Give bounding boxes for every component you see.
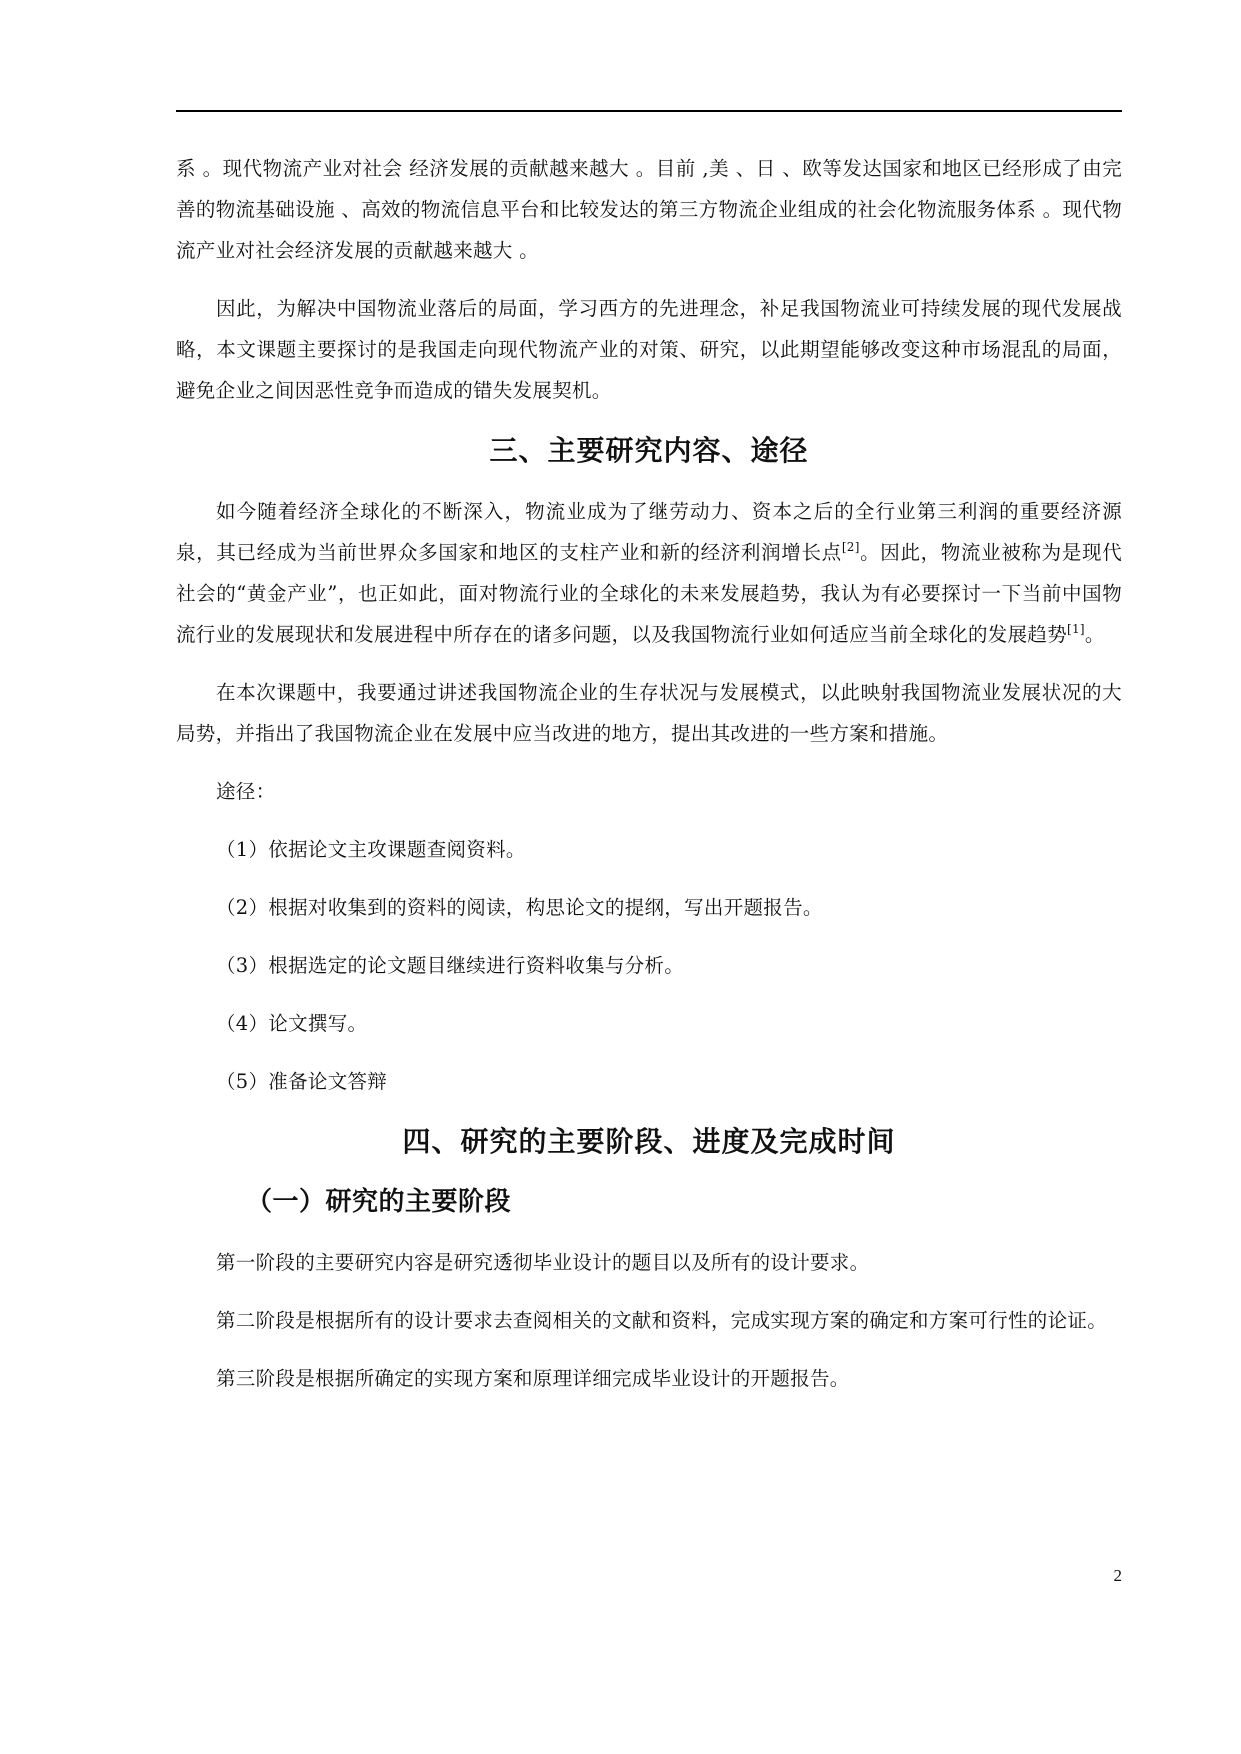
route-label: 途径： bbox=[216, 780, 276, 803]
section-heading-4: 四、研究的主要阶段、进度及完成时间 bbox=[402, 1125, 896, 1158]
paragraph-stage-2: 第二阶段是根据所有的设计要求去查阅相关的文献和资料，完成实现方案的确定和方案可行性的论证。 bbox=[216, 1309, 1108, 1332]
route-step-3: （3）根据选定的论文题目继续进行资料收集与分析。 bbox=[216, 954, 685, 977]
route-step-2: （2）根据对收集到的资料的阅读，构思论文的提纲，写出开题报告。 bbox=[216, 896, 823, 919]
paragraph-stage-1: 第一阶段的主要研究内容是研究透彻毕业设计的题目以及所有的设计要求。 bbox=[216, 1251, 870, 1274]
page-number: 2 bbox=[1113, 1566, 1122, 1585]
paragraph-stage-3: 第三阶段是根据所确定的实现方案和原理详细完成毕业设计的开题报告。 bbox=[216, 1367, 850, 1390]
citation-2: [2] bbox=[841, 540, 860, 554]
paragraph-continuation: 系 。现代物流产业对社会 经济发展的贡献越来越大 。目前 ,美 、日 、欧等发达国家和地区已经形成了由完善的物流基础设施 、高效的物流信息平台和比较发达的第三方物流企业组成的社会化物流服务体系 。现代物流产业对社会经济发展的贡献越来越大 。 bbox=[176, 157, 1122, 262]
citation-1: [1] bbox=[1067, 622, 1085, 636]
subsection-heading-stages: （一）研究的主要阶段 bbox=[246, 1187, 512, 1217]
route-step-5: （5）准备论文答辩 bbox=[216, 1070, 388, 1093]
paragraph-purpose: 因此，为解决中国物流业落后的局面，学习西方的先进理念，补足我国物流业可持续发展的现代发展战略，本文课题主要探讨的是我国走向现代物流产业的对策、研究，以此期望能够改变这种市场混乱的局面，避免企业之间因恶性竞争而造成的错失发展契机。 bbox=[176, 297, 1122, 402]
paragraph-background-text-a: 如今随着经济全球化的不断深入，物流业成为了继劳动力、资本之后的全行业第三利润的重要经济源泉，其已经成为当前世界众多国家和地区的支柱产业和新的经济利润增长点 bbox=[176, 500, 1122, 564]
route-step-1: （1）依据论文主攻课题查阅资料。 bbox=[216, 838, 526, 861]
route-step-4: （4）论文撰写。 bbox=[216, 1012, 368, 1035]
header-rule bbox=[176, 110, 1122, 112]
paragraph-topic: 在本次课题中，我要通过讲述我国物流企业的生存状况与发展模式，以此映射我国物流业发展状况的大局势，并指出了我国物流企业在发展中应当改进的地方，提出其改进的一些方案和措施。 bbox=[176, 681, 1122, 745]
paragraph-background-text-c: 。 bbox=[1084, 623, 1105, 646]
page-content bbox=[176, 148, 1122, 1399]
section-heading-3: 三、主要研究内容、途径 bbox=[489, 434, 809, 467]
paragraph-background bbox=[176, 491, 1122, 655]
paragraph-background-text-b: 。因此，物流业被称为是现代社会的“黄金产业”，也正如此，面对物流行业的全球化的未来发展趋势，我认为有必要探讨一下当前中国物流行业的发展现状和发展进程中所存在的诸多问题，以及我国物流行业如何适应当前全球化的发展趋势 bbox=[176, 541, 1123, 646]
